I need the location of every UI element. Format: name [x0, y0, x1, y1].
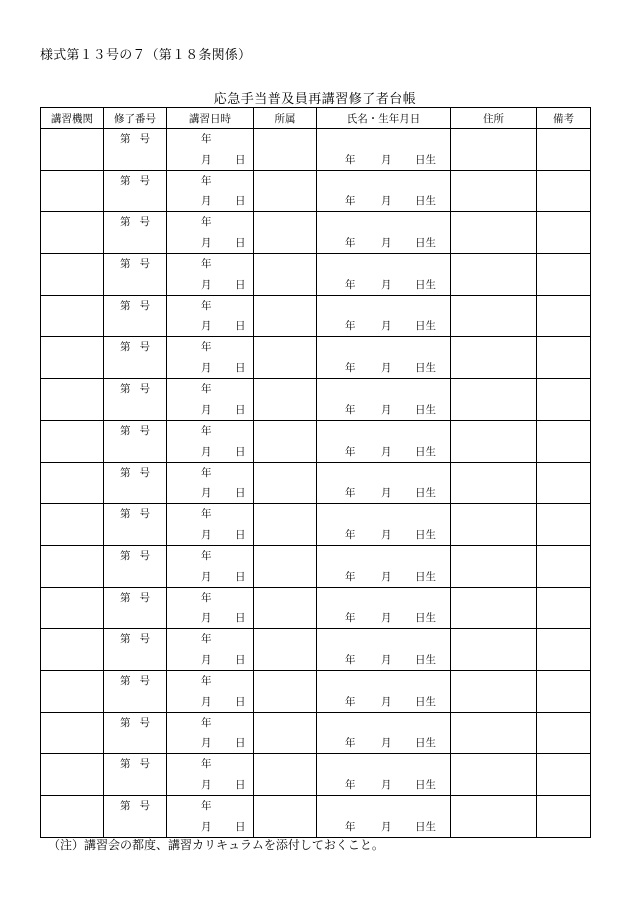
completion-number-cell[interactable] — [104, 629, 167, 671]
course-year-label: 年 — [201, 133, 212, 145]
remarks-cell[interactable] — [537, 796, 591, 838]
affiliation-cell[interactable] — [254, 796, 317, 838]
birth-month-label: 月 — [381, 487, 392, 500]
remarks-cell[interactable] — [537, 504, 591, 546]
number-suffix: 号 — [139, 633, 150, 646]
course-day-label: 日 — [235, 695, 246, 708]
birth-year-label: 年 — [345, 653, 356, 666]
course-day-label: 日 — [235, 779, 246, 791]
name-birthdate-cell[interactable] — [317, 712, 451, 754]
affiliation-cell[interactable] — [254, 170, 317, 212]
course-month-label: 月 — [201, 320, 212, 333]
birth-year-label: 年 — [345, 779, 356, 791]
number-suffix: 号 — [139, 299, 150, 312]
table-row — [41, 379, 591, 421]
completion-number-cell[interactable] — [104, 545, 167, 587]
birth-day-label: 日生 — [415, 779, 436, 791]
number-prefix: 第 — [120, 591, 131, 604]
number-prefix: 第 — [120, 383, 131, 396]
number-prefix: 第 — [120, 466, 131, 479]
number-suffix: 号 — [139, 258, 150, 271]
institution-cell[interactable] — [41, 212, 104, 254]
course-date-cell[interactable] — [167, 462, 254, 504]
number-prefix: 第 — [120, 174, 131, 187]
birth-month-label: 月 — [381, 779, 392, 791]
remarks-cell[interactable] — [537, 129, 591, 171]
number-suffix: 号 — [139, 508, 150, 521]
remarks-cell[interactable] — [537, 629, 591, 671]
remarks-cell[interactable] — [537, 337, 591, 379]
birth-month-label: 月 — [381, 612, 392, 625]
number-prefix: 第 — [120, 341, 131, 354]
remarks-cell[interactable] — [537, 212, 591, 254]
institution-cell[interactable] — [41, 295, 104, 337]
course-day-label: 日 — [235, 570, 246, 583]
institution-cell[interactable] — [41, 379, 104, 421]
institution-cell[interactable] — [41, 545, 104, 587]
birth-year-label: 年 — [345, 487, 356, 500]
number-prefix: 第 — [120, 424, 131, 437]
ledger-table — [40, 107, 591, 838]
birth-day-label: 日生 — [415, 278, 436, 291]
birth-day-label: 日生 — [415, 195, 436, 208]
table-row — [41, 587, 591, 629]
birth-day-label: 日生 — [415, 445, 436, 458]
course-month-label: 月 — [201, 362, 212, 375]
address-cell[interactable] — [451, 796, 537, 838]
table-row — [41, 254, 591, 296]
table-row — [41, 420, 591, 462]
name-birthdate-cell[interactable] — [317, 629, 451, 671]
affiliation-cell[interactable] — [254, 754, 317, 796]
completion-number-cell[interactable] — [104, 379, 167, 421]
institution-cell[interactable] — [41, 129, 104, 171]
course-month-label: 月 — [201, 153, 212, 166]
name-birthdate-cell[interactable] — [317, 337, 451, 379]
institution-cell[interactable] — [41, 587, 104, 629]
course-year-label: 年 — [201, 341, 212, 354]
birth-day-label: 日生 — [415, 528, 436, 541]
document-title: 応急手当普及員再講習修了者台帳 — [213, 92, 417, 107]
birth-month-label: 月 — [381, 653, 392, 666]
birth-year-label: 年 — [345, 737, 356, 750]
course-month-label: 月 — [201, 820, 212, 833]
address-cell[interactable] — [451, 212, 537, 254]
address-cell[interactable] — [451, 504, 537, 546]
course-year-label: 年 — [201, 549, 212, 562]
address-cell[interactable] — [451, 379, 537, 421]
remarks-cell[interactable] — [537, 170, 591, 212]
col-header-address: 住所 — [451, 108, 537, 129]
birth-year-label: 年 — [345, 320, 356, 333]
course-day-label: 日 — [235, 403, 246, 416]
course-date-cell[interactable] — [167, 170, 254, 212]
address-cell[interactable] — [451, 337, 537, 379]
table-row — [41, 462, 591, 504]
address-cell[interactable] — [451, 712, 537, 754]
remarks-cell[interactable] — [537, 295, 591, 337]
course-year-label: 年 — [201, 258, 212, 271]
course-date-cell[interactable] — [167, 504, 254, 546]
course-day-label: 日 — [235, 737, 246, 750]
affiliation-cell[interactable] — [254, 712, 317, 754]
name-birthdate-cell[interactable] — [317, 504, 451, 546]
number-suffix: 号 — [139, 216, 150, 229]
completion-number-cell[interactable] — [104, 796, 167, 838]
course-day-label: 日 — [235, 528, 246, 541]
birth-month-label: 月 — [381, 195, 392, 208]
name-birthdate-cell[interactable] — [317, 129, 451, 171]
affiliation-cell[interactable] — [254, 379, 317, 421]
birth-month-label: 月 — [381, 320, 392, 333]
address-cell[interactable] — [451, 462, 537, 504]
course-month-label: 月 — [201, 278, 212, 291]
number-prefix: 第 — [120, 508, 131, 521]
birth-month-label: 月 — [381, 570, 392, 583]
course-month-label: 月 — [201, 237, 212, 250]
course-year-label: 年 — [201, 674, 212, 687]
course-year-label: 年 — [201, 216, 212, 229]
institution-cell[interactable] — [41, 629, 104, 671]
remarks-cell[interactable] — [537, 379, 591, 421]
name-birthdate-cell[interactable] — [317, 754, 451, 796]
completion-number-cell[interactable] — [104, 462, 167, 504]
address-cell[interactable] — [451, 129, 537, 171]
birth-year-label: 年 — [345, 695, 356, 708]
course-month-label: 月 — [201, 779, 212, 791]
birth-year-label: 年 — [345, 237, 356, 250]
birth-day-label: 日生 — [415, 570, 436, 583]
number-prefix: 第 — [120, 549, 131, 562]
institution-cell[interactable] — [41, 670, 104, 712]
birth-month-label: 月 — [381, 695, 392, 708]
table-row — [41, 754, 591, 796]
remarks-cell[interactable] — [537, 462, 591, 504]
completion-number-cell[interactable] — [104, 337, 167, 379]
name-birthdate-cell[interactable] — [317, 212, 451, 254]
completion-number-cell[interactable] — [104, 587, 167, 629]
address-cell[interactable] — [451, 420, 537, 462]
completion-number-cell[interactable] — [104, 712, 167, 754]
birth-month-label: 月 — [381, 403, 392, 416]
birth-day-label: 日生 — [415, 820, 436, 833]
number-suffix: 号 — [139, 674, 150, 687]
name-birthdate-cell[interactable] — [317, 379, 451, 421]
completion-number-cell[interactable] — [104, 295, 167, 337]
completion-number-cell[interactable] — [104, 212, 167, 254]
table-row — [41, 670, 591, 712]
birth-year-label: 年 — [345, 153, 356, 166]
remarks-cell[interactable] — [537, 420, 591, 462]
course-year-label: 年 — [201, 591, 212, 604]
birth-year-label: 年 — [345, 403, 356, 416]
table-row — [41, 337, 591, 379]
course-year-label: 年 — [201, 716, 212, 729]
course-day-label: 日 — [235, 487, 246, 500]
affiliation-cell[interactable] — [254, 670, 317, 712]
affiliation-cell[interactable] — [254, 629, 317, 671]
institution-cell[interactable] — [41, 712, 104, 754]
course-month-label: 月 — [201, 737, 212, 750]
number-suffix: 号 — [139, 174, 150, 187]
completion-number-cell[interactable] — [104, 254, 167, 296]
table-row — [41, 712, 591, 754]
remarks-cell[interactable] — [537, 587, 591, 629]
name-birthdate-cell[interactable] — [317, 796, 451, 838]
course-date-cell[interactable] — [167, 587, 254, 629]
course-date-cell[interactable] — [167, 254, 254, 296]
completion-number-cell[interactable] — [104, 420, 167, 462]
birth-month-label: 月 — [381, 528, 392, 541]
course-date-cell[interactable] — [167, 754, 254, 796]
course-month-label: 月 — [201, 612, 212, 625]
birth-month-label: 月 — [381, 445, 392, 458]
number-prefix: 第 — [120, 299, 131, 312]
col-header-completion-number: 修了番号 — [104, 108, 167, 129]
address-cell[interactable] — [451, 254, 537, 296]
affiliation-cell[interactable] — [254, 420, 317, 462]
birth-month-label: 月 — [381, 820, 392, 833]
number-prefix: 第 — [120, 216, 131, 229]
course-year-label: 年 — [201, 466, 212, 479]
affiliation-cell[interactable] — [254, 545, 317, 587]
number-prefix: 第 — [120, 133, 131, 145]
name-birthdate-cell[interactable] — [317, 170, 451, 212]
birth-day-label: 日生 — [415, 695, 436, 708]
birth-day-label: 日生 — [415, 487, 436, 500]
course-year-label: 年 — [201, 800, 212, 812]
birth-day-label: 日生 — [415, 237, 436, 250]
remarks-cell[interactable] — [537, 254, 591, 296]
course-year-label: 年 — [201, 383, 212, 396]
birth-year-label: 年 — [345, 570, 356, 583]
number-prefix: 第 — [120, 800, 131, 812]
institution-cell[interactable] — [41, 420, 104, 462]
table-row — [41, 796, 591, 838]
name-birthdate-cell[interactable] — [317, 295, 451, 337]
name-birthdate-cell[interactable] — [317, 545, 451, 587]
col-header-course-date: 講習日時 — [167, 108, 254, 129]
number-suffix: 号 — [139, 800, 150, 812]
name-birthdate-cell[interactable] — [317, 254, 451, 296]
course-date-cell[interactable] — [167, 670, 254, 712]
course-day-label: 日 — [235, 820, 246, 833]
birth-day-label: 日生 — [415, 362, 436, 375]
col-header-name-birthdate: 氏名・生年月日 — [317, 108, 451, 129]
col-header-affiliation: 所属 — [254, 108, 317, 129]
birth-year-label: 年 — [345, 820, 356, 833]
affiliation-cell[interactable] — [254, 129, 317, 171]
birth-month-label: 月 — [381, 278, 392, 291]
remarks-cell[interactable] — [537, 670, 591, 712]
course-date-cell[interactable] — [167, 129, 254, 171]
course-day-label: 日 — [235, 237, 246, 250]
affiliation-cell[interactable] — [254, 587, 317, 629]
birth-year-label: 年 — [345, 528, 356, 541]
ledger-body — [41, 129, 591, 838]
ledger-header — [41, 108, 591, 129]
name-birthdate-cell[interactable] — [317, 420, 451, 462]
course-day-label: 日 — [235, 653, 246, 666]
birth-year-label: 年 — [345, 195, 356, 208]
table-row — [41, 295, 591, 337]
address-cell[interactable] — [451, 545, 537, 587]
number-prefix: 第 — [120, 258, 131, 271]
birth-day-label: 日生 — [415, 320, 436, 333]
course-month-label: 月 — [201, 403, 212, 416]
birth-month-label: 月 — [381, 237, 392, 250]
affiliation-cell[interactable] — [254, 504, 317, 546]
completion-number-cell[interactable] — [104, 754, 167, 796]
birth-day-label: 日生 — [415, 612, 436, 625]
course-date-cell[interactable] — [167, 212, 254, 254]
footer-note: （注）講習会の都度、講習カリキュラムを添付しておくこと。 — [48, 838, 384, 852]
number-suffix: 号 — [139, 466, 150, 479]
course-month-label: 月 — [201, 195, 212, 208]
affiliation-cell[interactable] — [254, 212, 317, 254]
affiliation-cell[interactable] — [254, 254, 317, 296]
number-suffix: 号 — [139, 424, 150, 437]
number-prefix: 第 — [120, 633, 131, 646]
institution-cell[interactable] — [41, 462, 104, 504]
birth-year-label: 年 — [345, 612, 356, 625]
table-row — [41, 129, 591, 171]
course-date-cell[interactable] — [167, 295, 254, 337]
number-prefix: 第 — [120, 716, 131, 729]
number-suffix: 号 — [139, 341, 150, 354]
course-month-label: 月 — [201, 653, 212, 666]
course-month-label: 月 — [201, 445, 212, 458]
course-date-cell[interactable] — [167, 337, 254, 379]
birth-day-label: 日生 — [415, 403, 436, 416]
course-date-cell[interactable] — [167, 420, 254, 462]
birth-year-label: 年 — [345, 445, 356, 458]
birth-day-label: 日生 — [415, 153, 436, 166]
remarks-cell[interactable] — [537, 712, 591, 754]
course-day-label: 日 — [235, 612, 246, 625]
address-cell[interactable] — [451, 295, 537, 337]
course-year-label: 年 — [201, 174, 212, 187]
course-month-label: 月 — [201, 528, 212, 541]
birth-month-label: 月 — [381, 737, 392, 750]
birth-day-label: 日生 — [415, 737, 436, 750]
affiliation-cell[interactable] — [254, 295, 317, 337]
course-day-label: 日 — [235, 362, 246, 375]
completion-number-cell[interactable] — [104, 670, 167, 712]
birth-month-label: 月 — [381, 362, 392, 375]
number-prefix: 第 — [120, 674, 131, 687]
birth-year-label: 年 — [345, 362, 356, 375]
address-cell[interactable] — [451, 670, 537, 712]
address-cell[interactable] — [451, 170, 537, 212]
course-date-cell[interactable] — [167, 629, 254, 671]
completion-number-cell[interactable] — [104, 170, 167, 212]
table-row — [41, 545, 591, 587]
birth-year-label: 年 — [345, 278, 356, 291]
course-year-label: 年 — [201, 758, 212, 771]
course-date-cell[interactable] — [167, 796, 254, 838]
header-row — [41, 108, 591, 129]
address-cell[interactable] — [451, 754, 537, 796]
address-cell[interactable] — [451, 587, 537, 629]
remarks-cell[interactable] — [537, 754, 591, 796]
course-date-cell[interactable] — [167, 712, 254, 754]
col-header-remarks: 備考 — [537, 108, 591, 129]
course-day-label: 日 — [235, 445, 246, 458]
number-prefix: 第 — [120, 758, 131, 771]
institution-cell[interactable] — [41, 796, 104, 838]
course-year-label: 年 — [201, 633, 212, 646]
institution-cell[interactable] — [41, 254, 104, 296]
name-birthdate-cell[interactable] — [317, 587, 451, 629]
number-suffix: 号 — [139, 549, 150, 562]
name-birthdate-cell[interactable] — [317, 670, 451, 712]
col-header-institution: 講習機関 — [41, 108, 104, 129]
course-day-label: 日 — [235, 278, 246, 291]
course-month-label: 月 — [201, 570, 212, 583]
institution-cell[interactable] — [41, 170, 104, 212]
table-row — [41, 504, 591, 546]
number-suffix: 号 — [139, 383, 150, 396]
form-number-label: 様式第１３号の７（第１８条関係） — [40, 48, 252, 63]
table-row — [41, 629, 591, 671]
course-date-cell[interactable] — [167, 545, 254, 587]
remarks-cell[interactable] — [537, 545, 591, 587]
institution-cell[interactable] — [41, 754, 104, 796]
course-year-label: 年 — [201, 424, 212, 437]
birth-month-label: 月 — [381, 153, 392, 166]
course-day-label: 日 — [235, 320, 246, 333]
institution-cell[interactable] — [41, 337, 104, 379]
number-suffix: 号 — [139, 716, 150, 729]
name-birthdate-cell[interactable] — [317, 462, 451, 504]
table-row — [41, 170, 591, 212]
affiliation-cell[interactable] — [254, 337, 317, 379]
number-suffix: 号 — [139, 758, 150, 771]
birth-day-label: 日生 — [415, 653, 436, 666]
course-day-label: 日 — [235, 195, 246, 208]
affiliation-cell[interactable] — [254, 462, 317, 504]
course-date-cell[interactable] — [167, 379, 254, 421]
number-suffix: 号 — [139, 133, 150, 145]
completion-number-cell[interactable] — [104, 129, 167, 171]
completion-number-cell[interactable] — [104, 504, 167, 546]
course-month-label: 月 — [201, 487, 212, 500]
address-cell[interactable] — [451, 629, 537, 671]
course-year-label: 年 — [201, 299, 212, 312]
course-day-label: 日 — [235, 153, 246, 166]
course-month-label: 月 — [201, 695, 212, 708]
number-suffix: 号 — [139, 591, 150, 604]
institution-cell[interactable] — [41, 504, 104, 546]
table-row — [41, 212, 591, 254]
course-year-label: 年 — [201, 508, 212, 521]
